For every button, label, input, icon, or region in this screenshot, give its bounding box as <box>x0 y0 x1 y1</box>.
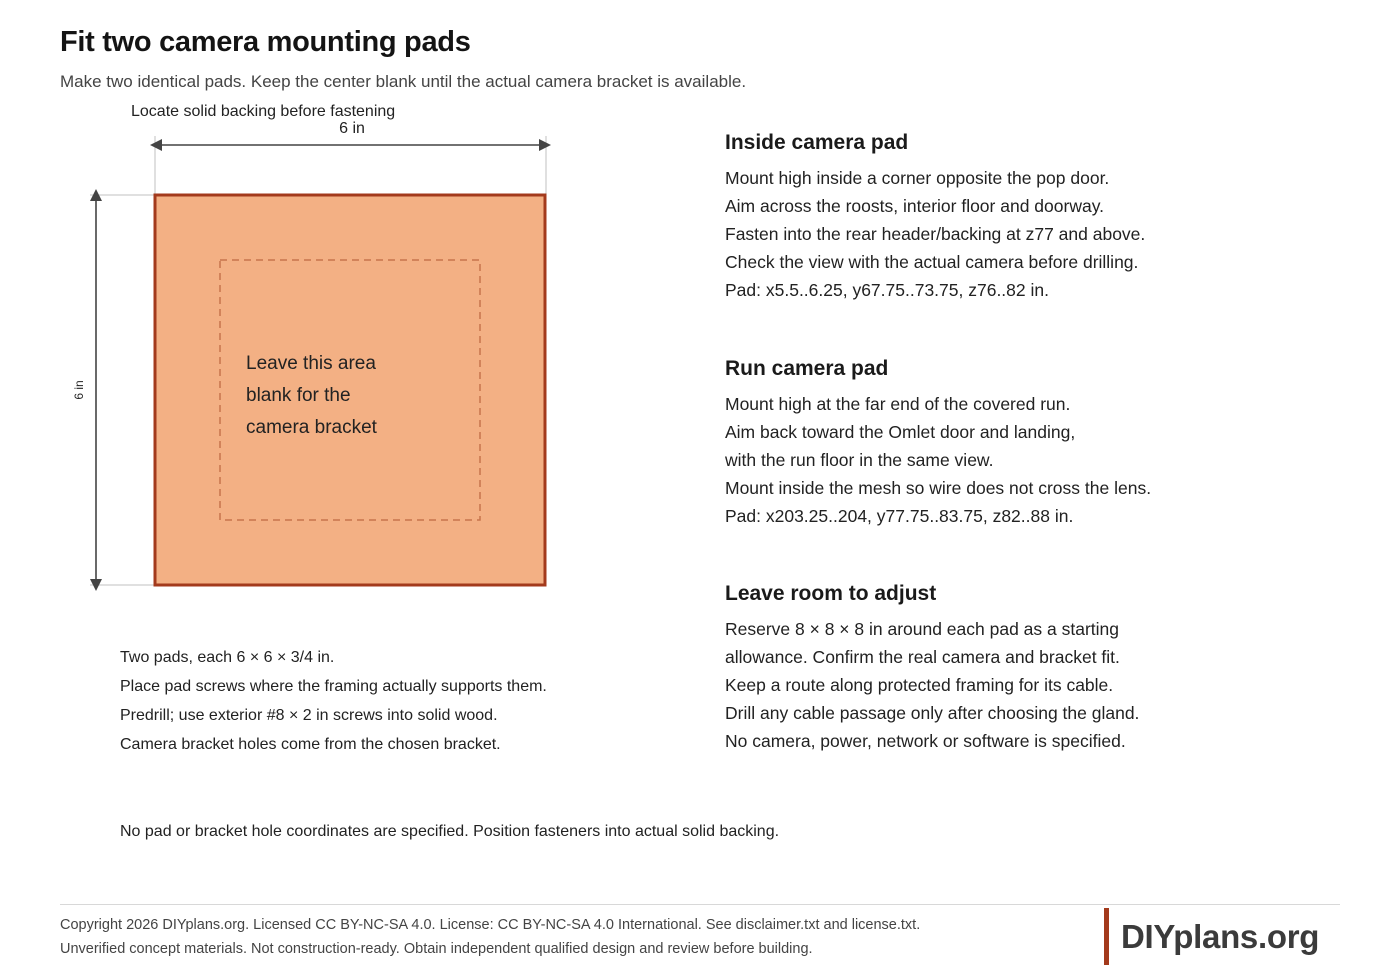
note-line: Two pads, each 6 × 6 × 3/4 in. <box>120 649 335 666</box>
width-dimension-label: 6 in <box>339 120 365 137</box>
coordinate-note: No pad or bracket hole coordinates are specified. Position fasteners into actual solid backing. <box>120 823 780 840</box>
page-title: Fit two camera mounting pads <box>60 26 471 58</box>
note-line: Place pad screws where the framing actually supports them. <box>120 678 547 695</box>
section-run-camera-pad <box>725 357 1345 530</box>
keepout-label-line-2: blank for the <box>246 385 351 406</box>
backing-note: Locate solid backing before fastening <box>131 103 396 120</box>
width-arrow-right <box>539 139 551 151</box>
footer-copyright: Copyright 2026 DIYplans.org. Licensed CC BY-NC-SA 4.0. License: CC BY-NC-SA 4.0 International. See disclaimer.txt and license.txt. <box>60 917 921 933</box>
brand-name: DIYplans.org <box>1121 917 1320 955</box>
section-line: Pad: x203.25..204, y77.75..83.75, z82..88 in. <box>725 506 1074 526</box>
section-line: Aim back toward the Omlet door and landing, <box>725 422 1076 442</box>
section-line: Reserve 8 × 8 × 8 in around each pad as a starting <box>725 619 1120 639</box>
section-inside-camera-pad <box>725 131 1345 304</box>
section-line: Check the view with the actual camera before drilling. <box>725 252 1139 272</box>
section-line: Aim across the roosts, interior floor and doorway. <box>725 196 1105 216</box>
section-line: Mount inside the mesh so wire does not cross the lens. <box>725 478 1152 498</box>
section-heading: Run camera pad <box>725 357 889 380</box>
height-dimension-label: 6 in <box>72 380 86 400</box>
section-line: Fasten into the rear header/backing at z77 and above. <box>725 224 1146 244</box>
note-line: Predrill; use exterior #8 × 2 in screws into solid wood. <box>120 707 498 724</box>
pad-drawing <box>60 100 580 600</box>
footer-disclaimer: Unverified concept materials. Not construction-ready. Obtain independent qualified design and review before building. <box>60 941 813 957</box>
pad-notes <box>120 643 640 759</box>
footer-divider <box>60 904 1340 905</box>
section-line: Mount high at the far end of the covered run. <box>725 394 1071 414</box>
section-line: Keep a route along protected framing for its cable. <box>725 675 1114 695</box>
section-line: Pad: x5.5..6.25, y67.75..73.75, z76..82 in. <box>725 280 1049 300</box>
section-line: Mount high inside a corner opposite the pop door. <box>725 168 1110 188</box>
width-arrow-left <box>150 139 162 151</box>
section-heading: Inside camera pad <box>725 131 909 154</box>
section-leave-room-to-adjust <box>725 582 1345 755</box>
page-subtitle: Make two identical pads. Keep the center blank until the actual camera bracket is available. <box>60 72 747 91</box>
keepout-label-line-3: camera bracket <box>246 417 377 438</box>
section-line: allowance. Confirm the real camera and bracket fit. <box>725 647 1120 667</box>
section-heading: Leave room to adjust <box>725 582 937 605</box>
section-line: No camera, power, network or software is specified. <box>725 731 1126 751</box>
section-line: with the run floor in the same view. <box>725 450 994 470</box>
section-line: Drill any cable passage only after choosing the gland. <box>725 703 1140 723</box>
keepout-label-line-1: Leave this area <box>246 353 376 374</box>
note-line: Camera bracket holes come from the chosen bracket. <box>120 736 501 753</box>
brand-logo <box>1104 908 1319 965</box>
